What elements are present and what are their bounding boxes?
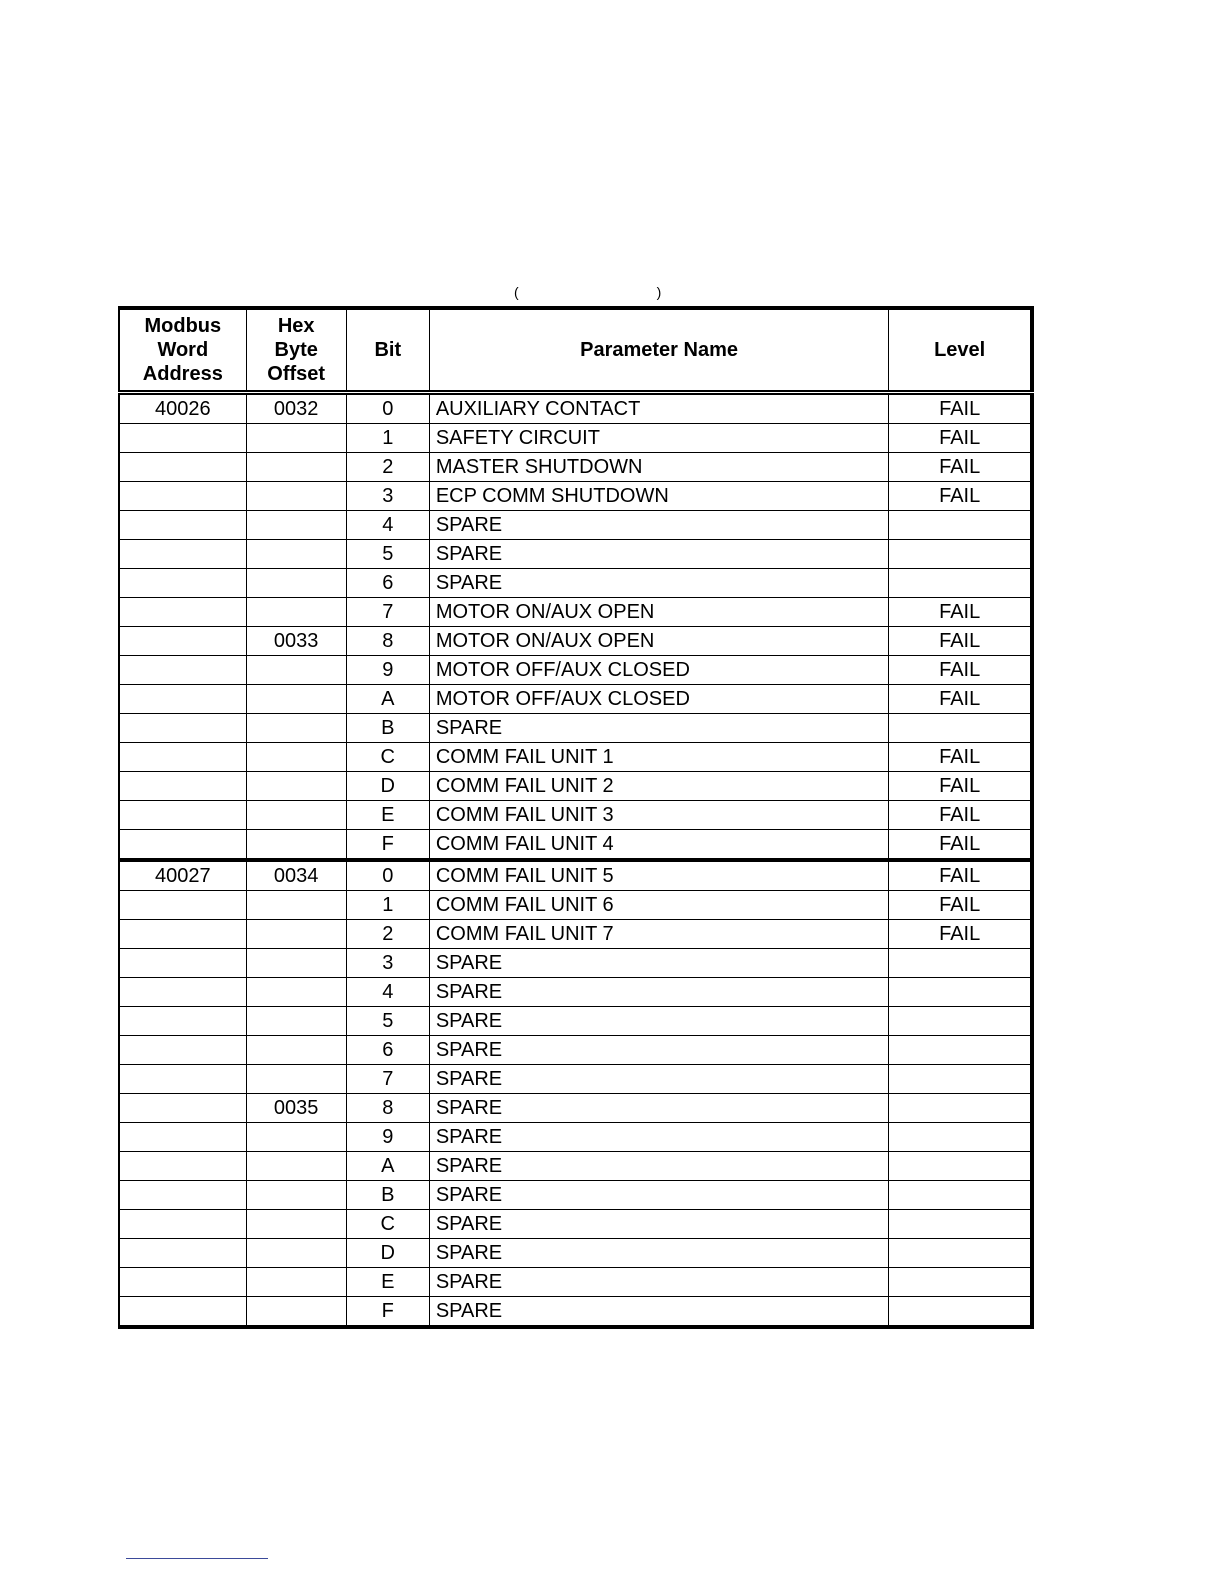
cell-hex-byte-offset	[246, 1036, 346, 1065]
cell-bit: B	[346, 714, 429, 743]
cell-bit: 5	[346, 540, 429, 569]
cropped-caption-fragment: ()	[514, 284, 800, 300]
footer-rule	[126, 1558, 268, 1559]
cell-hex-byte-offset	[246, 1297, 346, 1328]
header-level: Level	[889, 308, 1032, 393]
cell-parameter-name: SPARE	[429, 1152, 889, 1181]
table-row	[119, 482, 1032, 511]
cell-hex-byte-offset	[246, 685, 346, 714]
cell-modbus-word-address: 40027	[119, 860, 246, 891]
cell-parameter-name: SPARE	[429, 540, 889, 569]
cell-modbus-word-address	[119, 685, 246, 714]
table-row	[119, 511, 1032, 540]
table-row	[119, 1268, 1032, 1297]
cell-bit: 4	[346, 978, 429, 1007]
cell-parameter-name: SPARE	[429, 714, 889, 743]
cell-level	[889, 1007, 1032, 1036]
cell-hex-byte-offset: 0032	[246, 393, 346, 424]
cell-parameter-name: SPARE	[429, 1239, 889, 1268]
table-row	[119, 656, 1032, 685]
cell-hex-byte-offset	[246, 978, 346, 1007]
cell-hex-byte-offset	[246, 569, 346, 598]
cell-level	[889, 540, 1032, 569]
cell-parameter-name: ECP COMM SHUTDOWN	[429, 482, 889, 511]
cell-modbus-word-address	[119, 1007, 246, 1036]
cell-level: FAIL	[889, 656, 1032, 685]
cell-hex-byte-offset	[246, 1239, 346, 1268]
cell-parameter-name: SPARE	[429, 1297, 889, 1328]
cell-bit: 7	[346, 598, 429, 627]
cell-bit: 7	[346, 1065, 429, 1094]
table-row	[119, 1297, 1032, 1328]
cell-modbus-word-address	[119, 1094, 246, 1123]
cell-modbus-word-address	[119, 714, 246, 743]
cell-level: FAIL	[889, 685, 1032, 714]
cell-bit: 0	[346, 860, 429, 891]
cell-hex-byte-offset	[246, 772, 346, 801]
cell-level	[889, 1036, 1032, 1065]
cell-level	[889, 978, 1032, 1007]
cell-level	[889, 1239, 1032, 1268]
table-row	[119, 949, 1032, 978]
cell-bit: E	[346, 1268, 429, 1297]
cell-bit: 1	[346, 424, 429, 453]
cell-hex-byte-offset	[246, 801, 346, 830]
table-row	[119, 627, 1032, 656]
cell-parameter-name: COMM FAIL UNIT 2	[429, 772, 889, 801]
table-row	[119, 714, 1032, 743]
table-row	[119, 453, 1032, 482]
cell-modbus-word-address	[119, 598, 246, 627]
cell-hex-byte-offset	[246, 482, 346, 511]
table-row	[119, 1036, 1032, 1065]
cell-hex-byte-offset	[246, 1007, 346, 1036]
cell-modbus-word-address	[119, 1297, 246, 1328]
cell-level: FAIL	[889, 830, 1032, 861]
table-header-row	[119, 308, 1032, 393]
cell-bit: 3	[346, 482, 429, 511]
table-row	[119, 424, 1032, 453]
table-row	[119, 685, 1032, 714]
cell-modbus-word-address	[119, 830, 246, 861]
cell-bit: F	[346, 830, 429, 861]
cell-level	[889, 1181, 1032, 1210]
table-row	[119, 393, 1032, 424]
cell-bit: C	[346, 743, 429, 772]
cell-level	[889, 1210, 1032, 1239]
table-row	[119, 743, 1032, 772]
cell-modbus-word-address	[119, 1152, 246, 1181]
cell-parameter-name: SAFETY CIRCUIT	[429, 424, 889, 453]
table-row	[119, 1094, 1032, 1123]
cell-parameter-name: AUXILIARY CONTACT	[429, 393, 889, 424]
cell-modbus-word-address	[119, 978, 246, 1007]
cell-level: FAIL	[889, 743, 1032, 772]
cell-level	[889, 1297, 1032, 1328]
cell-parameter-name: MOTOR OFF/AUX CLOSED	[429, 685, 889, 714]
cell-level: FAIL	[889, 920, 1032, 949]
cell-parameter-name: SPARE	[429, 1007, 889, 1036]
cell-modbus-word-address	[119, 656, 246, 685]
cell-modbus-word-address	[119, 453, 246, 482]
cell-bit: 2	[346, 920, 429, 949]
cell-hex-byte-offset	[246, 920, 346, 949]
cell-modbus-word-address: 40026	[119, 393, 246, 424]
cell-parameter-name: MOTOR ON/AUX OPEN	[429, 627, 889, 656]
cell-parameter-name: MOTOR OFF/AUX CLOSED	[429, 656, 889, 685]
table-row	[119, 920, 1032, 949]
cell-parameter-name: SPARE	[429, 511, 889, 540]
header-modbus-word-address: Modbus Word Address	[119, 308, 246, 393]
cell-hex-byte-offset	[246, 540, 346, 569]
cell-bit: 6	[346, 569, 429, 598]
cell-level	[889, 714, 1032, 743]
table-row	[119, 772, 1032, 801]
table-row	[119, 1239, 1032, 1268]
cell-modbus-word-address	[119, 1268, 246, 1297]
cell-level: FAIL	[889, 801, 1032, 830]
cell-bit: 4	[346, 511, 429, 540]
cell-hex-byte-offset	[246, 891, 346, 920]
cell-level	[889, 511, 1032, 540]
cell-level: FAIL	[889, 891, 1032, 920]
cell-hex-byte-offset: 0034	[246, 860, 346, 891]
table-row	[119, 1181, 1032, 1210]
cell-hex-byte-offset	[246, 1210, 346, 1239]
cell-level: FAIL	[889, 772, 1032, 801]
modbus-register-table	[118, 306, 1034, 1329]
table-body	[119, 393, 1032, 1328]
cell-bit: 2	[346, 453, 429, 482]
table-row	[119, 1123, 1032, 1152]
cell-parameter-name: SPARE	[429, 978, 889, 1007]
cell-modbus-word-address	[119, 949, 246, 978]
cell-modbus-word-address	[119, 920, 246, 949]
cell-level	[889, 569, 1032, 598]
cell-parameter-name: SPARE	[429, 569, 889, 598]
cell-modbus-word-address	[119, 1239, 246, 1268]
cell-parameter-name: MOTOR ON/AUX OPEN	[429, 598, 889, 627]
cell-hex-byte-offset	[246, 830, 346, 861]
cell-hex-byte-offset	[246, 1152, 346, 1181]
table-row	[119, 801, 1032, 830]
header-hex-byte-offset: Hex Byte Offset	[246, 308, 346, 393]
cell-hex-byte-offset	[246, 1123, 346, 1152]
cell-bit: 0	[346, 393, 429, 424]
cell-hex-byte-offset: 0033	[246, 627, 346, 656]
table-row	[119, 1007, 1032, 1036]
header-parameter-name: Parameter Name	[429, 308, 889, 393]
table-row	[119, 598, 1032, 627]
cell-hex-byte-offset	[246, 453, 346, 482]
cell-parameter-name: MASTER SHUTDOWN	[429, 453, 889, 482]
cell-level	[889, 1152, 1032, 1181]
cell-modbus-word-address	[119, 1036, 246, 1065]
cell-bit: F	[346, 1297, 429, 1328]
cell-modbus-word-address	[119, 772, 246, 801]
cell-bit: 6	[346, 1036, 429, 1065]
cell-parameter-name: SPARE	[429, 1123, 889, 1152]
cell-hex-byte-offset	[246, 511, 346, 540]
cell-modbus-word-address	[119, 627, 246, 656]
cell-modbus-word-address	[119, 1181, 246, 1210]
table-row	[119, 860, 1032, 891]
table-row	[119, 540, 1032, 569]
table-row	[119, 978, 1032, 1007]
cell-level: FAIL	[889, 424, 1032, 453]
cell-hex-byte-offset	[246, 743, 346, 772]
cell-modbus-word-address	[119, 1210, 246, 1239]
cell-level: FAIL	[889, 393, 1032, 424]
cell-level: FAIL	[889, 627, 1032, 656]
table-row	[119, 830, 1032, 861]
cell-parameter-name: SPARE	[429, 1181, 889, 1210]
cell-bit: 8	[346, 1094, 429, 1123]
cell-parameter-name: COMM FAIL UNIT 3	[429, 801, 889, 830]
cell-level	[889, 1268, 1032, 1297]
cell-parameter-name: SPARE	[429, 1210, 889, 1239]
cell-modbus-word-address	[119, 891, 246, 920]
cell-modbus-word-address	[119, 1123, 246, 1152]
cell-bit: B	[346, 1181, 429, 1210]
cell-parameter-name: SPARE	[429, 1065, 889, 1094]
cell-hex-byte-offset	[246, 714, 346, 743]
cell-bit: 8	[346, 627, 429, 656]
cell-bit: 9	[346, 656, 429, 685]
cell-modbus-word-address	[119, 743, 246, 772]
cell-hex-byte-offset	[246, 1268, 346, 1297]
cell-modbus-word-address	[119, 482, 246, 511]
cell-bit: 3	[346, 949, 429, 978]
cell-bit: D	[346, 1239, 429, 1268]
cell-hex-byte-offset	[246, 424, 346, 453]
cell-parameter-name: SPARE	[429, 1268, 889, 1297]
modbus-register-table-container	[118, 306, 1034, 1329]
cell-level: FAIL	[889, 860, 1032, 891]
cell-bit: C	[346, 1210, 429, 1239]
cell-parameter-name: COMM FAIL UNIT 4	[429, 830, 889, 861]
cell-bit: D	[346, 772, 429, 801]
table-row	[119, 891, 1032, 920]
cell-bit: E	[346, 801, 429, 830]
cell-parameter-name: SPARE	[429, 1094, 889, 1123]
cell-level	[889, 1123, 1032, 1152]
cell-hex-byte-offset	[246, 598, 346, 627]
cell-bit: 9	[346, 1123, 429, 1152]
table-row	[119, 1152, 1032, 1181]
cell-modbus-word-address	[119, 569, 246, 598]
cell-modbus-word-address	[119, 424, 246, 453]
table-row	[119, 1210, 1032, 1239]
cell-hex-byte-offset: 0035	[246, 1094, 346, 1123]
cell-hex-byte-offset	[246, 1065, 346, 1094]
cell-modbus-word-address	[119, 540, 246, 569]
cell-parameter-name: SPARE	[429, 949, 889, 978]
cell-parameter-name: COMM FAIL UNIT 7	[429, 920, 889, 949]
cell-hex-byte-offset	[246, 1181, 346, 1210]
cell-level	[889, 949, 1032, 978]
cell-bit: 5	[346, 1007, 429, 1036]
cell-modbus-word-address	[119, 511, 246, 540]
cell-level: FAIL	[889, 598, 1032, 627]
table-row	[119, 1065, 1032, 1094]
header-bit: Bit	[346, 308, 429, 393]
cell-hex-byte-offset	[246, 656, 346, 685]
cell-level	[889, 1094, 1032, 1123]
cell-bit: A	[346, 1152, 429, 1181]
cell-modbus-word-address	[119, 801, 246, 830]
cell-level: FAIL	[889, 453, 1032, 482]
cell-bit: 1	[346, 891, 429, 920]
cell-level	[889, 1065, 1032, 1094]
cell-hex-byte-offset	[246, 949, 346, 978]
cell-modbus-word-address	[119, 1065, 246, 1094]
cell-parameter-name: COMM FAIL UNIT 5	[429, 860, 889, 891]
cell-level: FAIL	[889, 482, 1032, 511]
cell-parameter-name: SPARE	[429, 1036, 889, 1065]
cell-parameter-name: COMM FAIL UNIT 6	[429, 891, 889, 920]
cell-parameter-name: COMM FAIL UNIT 1	[429, 743, 889, 772]
cell-bit: A	[346, 685, 429, 714]
table-row	[119, 569, 1032, 598]
